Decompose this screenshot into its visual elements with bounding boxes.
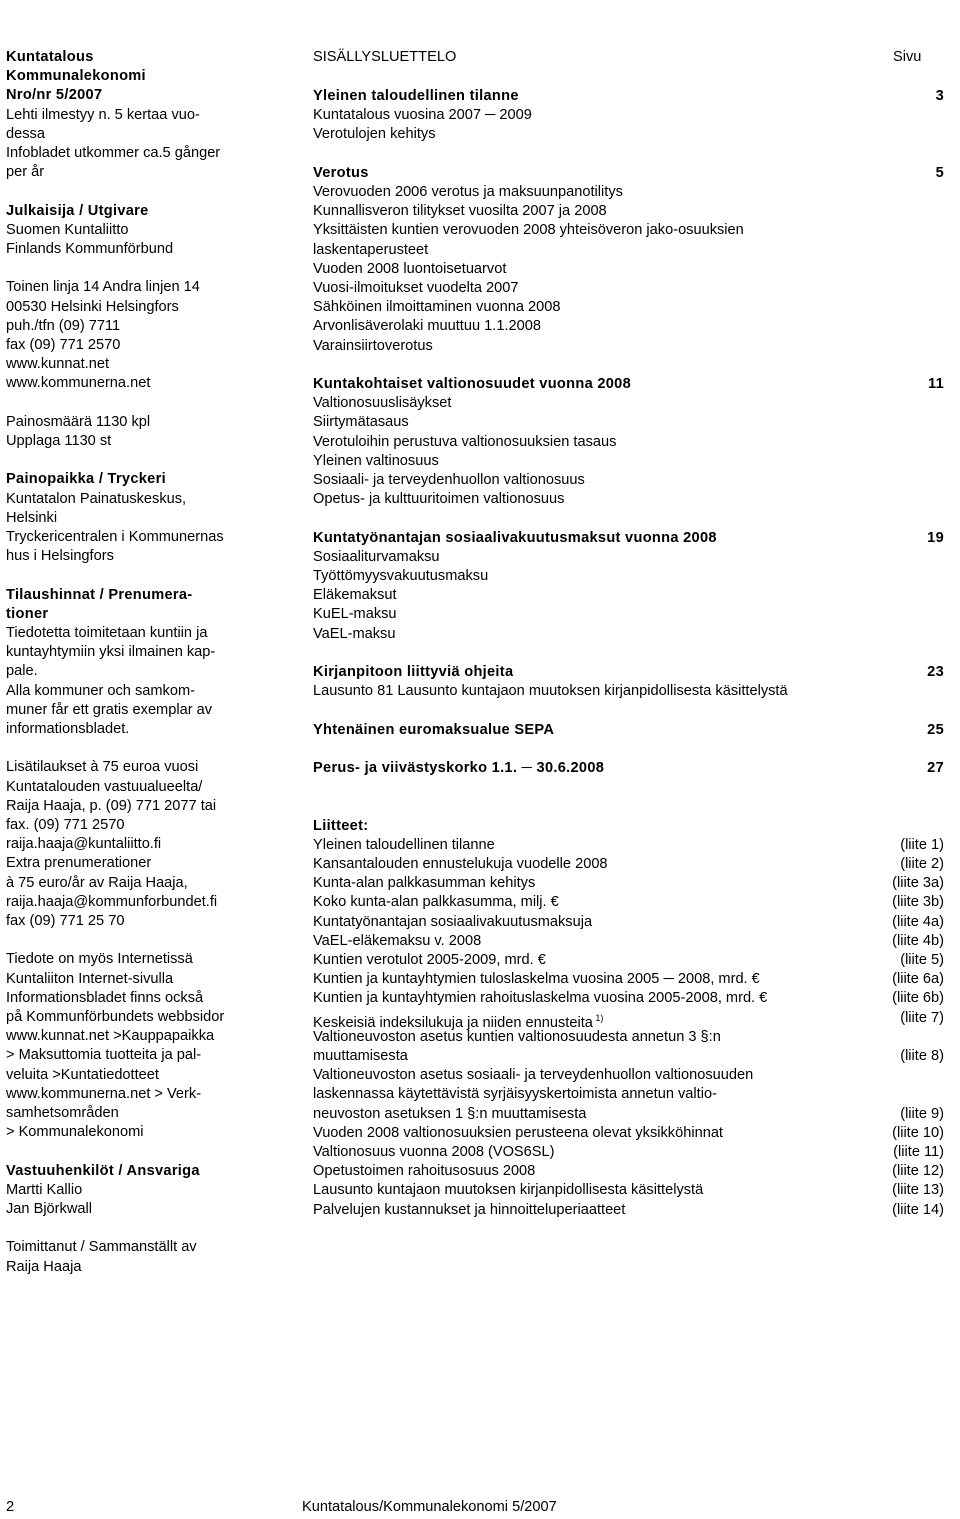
toc-item: KuEL-maksu xyxy=(313,606,397,623)
publisher-heading: Julkaisija / Utgivare xyxy=(6,202,149,219)
orders-line: fax. (09) 771 2570 xyxy=(6,817,125,833)
orders-line: muner får ett gratis exemplar av xyxy=(6,701,213,718)
appendix-item: Valtionosuus vuonna 2008 (VOS6SL) xyxy=(313,1144,555,1160)
printer-heading: Painopaikka / Tryckeri xyxy=(6,471,166,488)
toc-item: Kunnallisveron tilitykset vuosilta 2007 ja 2008 xyxy=(313,203,607,220)
contact-line: www.kunnat.net xyxy=(6,356,110,373)
toc-section-page: 11 xyxy=(927,376,944,392)
appendix-item: muuttamisesta xyxy=(313,1048,408,1064)
orders-line: Extra prenumerationer xyxy=(6,855,152,872)
printer-line: Helsinki xyxy=(6,509,58,526)
orders-line: > Maksuttomia tuotteita ja pal- xyxy=(6,1047,202,1064)
appendix-item: Kuntien ja kuntayhtymien rahoituslaskelma vuosina 2005-2008, mrd. € xyxy=(313,990,768,1007)
toc-section-title: Kuntatyönantajan sosiaalivakuutusmaksut vuonna 2008 xyxy=(313,529,717,546)
toc-section-title: Kuntakohtaiset valtionosuudet vuonna 2008 xyxy=(313,376,632,392)
orders-line: Tiedote on myös Internetissä xyxy=(6,951,193,968)
toc-section-page: 19 xyxy=(927,529,944,546)
toc-item: Siirtymätasaus xyxy=(313,414,409,431)
appendix-ref: (liite 5) xyxy=(900,952,944,968)
appendix-item: Lausunto kuntajaon muutoksen kirjanpidollisesta käsittelystä xyxy=(313,1182,704,1199)
print-run: Painosmäärä 1130 kpl xyxy=(6,413,151,430)
publication-name-sv: Kommunalekonomi xyxy=(6,68,146,85)
printer-line: hus i Helsingfors xyxy=(6,548,114,565)
printer-line: Tryckericentralen i Kommunernas xyxy=(6,529,224,545)
orders-line: veluita >Kuntatiedotteet xyxy=(6,1066,159,1083)
responsible-name: Martti Kallio xyxy=(6,1181,83,1198)
appendix-ref: (liite 9) xyxy=(900,1105,944,1122)
toc-item: Kuntatalous vuosina 2007 ─ 2009 xyxy=(313,107,532,124)
toc-title: SISÄLLYSLUETTELO xyxy=(313,49,457,65)
orders-heading: Tilaushinnat / Prenumera- xyxy=(6,586,193,603)
appendix-item: Palvelujen kustannukset ja hinnoitteluperiaatteet xyxy=(313,1201,626,1218)
toc-item: Varainsiirtoverotus xyxy=(313,337,433,354)
appendix-item: Koko kunta-alan palkkasumma, milj. € xyxy=(313,894,559,911)
toc-item: Arvonlisäverolaki muuttuu 1.1.2008 xyxy=(313,318,541,335)
toc-item: Verotuloihin perustuva valtionosuuksien tasaus xyxy=(313,433,617,450)
frequency-sv: per år xyxy=(6,164,45,181)
appendix-item: Vuoden 2008 valtionosuuksien perusteena olevat yksikköhinnat xyxy=(313,1124,723,1141)
appendix-heading: Liitteet: xyxy=(313,817,369,834)
appendix-item: neuvoston asetuksen 1 §:n muuttamisesta xyxy=(313,1105,587,1122)
appendix-item: Kansantalouden ennustelukuja vuodelle 2008 xyxy=(313,856,608,872)
appendix-item: Keskeisiä indeksilukuja ja niiden ennusteita $^{1)}$ xyxy=(313,1012,604,1031)
orders-line: Lisätilaukset à 75 euroa vuosi xyxy=(6,759,199,776)
appendix-ref: (liite 3a) xyxy=(892,875,944,892)
footnote-marker: 1) xyxy=(592,1012,604,1023)
footer-page-number: 2 xyxy=(6,1499,15,1515)
orders-line: à 75 euro/år av Raija Haaja, xyxy=(6,874,188,891)
appendix-ref: (liite 8) xyxy=(900,1048,944,1064)
toc-section-page: 3 xyxy=(935,88,944,104)
appendix-item: laskennassa käytettävistä syrjäisyyskertoimista annetun valtio- xyxy=(313,1086,717,1103)
toc-section-title: Perus- ja viivästyskorko 1.1. ─ 30.6.2008 xyxy=(313,760,605,776)
appendix-item: VaEL-eläkemaksu v. 2008 xyxy=(313,932,482,949)
toc-item: Verovuoden 2006 verotus ja maksuunpanotilitys xyxy=(313,184,623,200)
orders-line: raija.haaja@kommunforbundet.fi xyxy=(6,893,218,910)
appendix-ref: (liite 7) xyxy=(900,1009,944,1026)
contact-line: 00530 Helsinki Helsingfors xyxy=(6,298,179,315)
appendix-ref: (liite 10) xyxy=(892,1124,944,1141)
toc-item: Vuosi-ilmoitukset vuodelta 2007 xyxy=(313,280,519,296)
toc-item: Yksittäisten kuntien verovuoden 2008 yhteisöveron jako-osuuksien xyxy=(313,222,744,239)
toc-section-page: 23 xyxy=(927,664,944,680)
issue-number: Nro/nr 5/2007 xyxy=(6,87,103,104)
toc-item: Sosiaali- ja terveydenhuollon valtionosuus xyxy=(313,472,585,488)
toc-item: Työttömyysvakuutusmaksu xyxy=(313,568,489,584)
toc-section-title: Yleinen taloudellinen tilanne xyxy=(313,88,519,104)
orders-line: Raija Haaja, p. (09) 771 2077 tai xyxy=(6,797,217,814)
appendix-item: Kuntien ja kuntayhtymien tuloslaskelma vuosina 2005 ─ 2008, mrd. € xyxy=(313,971,760,988)
publication-name: Kuntatalous xyxy=(6,49,94,65)
appendix-ref: (liite 3b) xyxy=(892,894,944,911)
orders-line: fax (09) 771 25 70 xyxy=(6,913,125,929)
orders-heading: tioner xyxy=(6,605,49,622)
orders-line: Informationsbladet finns också xyxy=(6,989,204,1006)
toc-item: VaEL-maksu xyxy=(313,625,396,642)
orders-line: www.kunnat.net >Kauppapaikka xyxy=(6,1028,215,1045)
orders-line: kuntayhtymiin yksi ilmainen kap- xyxy=(6,644,216,661)
publisher-name: Finlands Kommunförbund xyxy=(6,241,174,257)
frequency-fi: Lehti ilmestyy n. 5 kertaa vuo- xyxy=(6,106,200,123)
appendix-item: Yleinen taloudellinen tilanne xyxy=(313,836,495,853)
appendix-ref: (liite 4a) xyxy=(892,913,944,930)
orders-line: samhetsområden xyxy=(6,1105,119,1121)
contact-line: www.kommunerna.net xyxy=(6,375,151,392)
printer-line: Kuntatalon Painatuskeskus, xyxy=(6,490,187,507)
toc-page-label: Sivu xyxy=(893,49,922,65)
appendix-item: Kunta-alan palkkasumman kehitys xyxy=(313,875,536,892)
toc-section-page: 25 xyxy=(927,721,944,738)
orders-line: Tiedotetta toimitetaan kuntiin ja xyxy=(6,625,208,641)
toc-section-title: Yhtenäinen euromaksualue SEPA xyxy=(313,721,555,738)
appendix-ref: (liite 14) xyxy=(892,1201,944,1218)
orders-line: raija.haaja@kuntaliitto.fi xyxy=(6,836,162,853)
toc-section-title: Verotus xyxy=(313,164,369,181)
responsible-heading: Vastuuhenkilöt / Ansvariga xyxy=(6,1162,200,1179)
appendix-ref: (liite 12) xyxy=(892,1163,944,1180)
toc-section-page: 27 xyxy=(927,760,944,776)
toc-item: Sähköinen ilmoittaminen vuonna 2008 xyxy=(313,299,561,316)
toc-item: Opetus- ja kulttuuritoimen valtionosuus xyxy=(313,491,565,508)
toc-item: Valtionosuuslisäykset xyxy=(313,395,452,412)
orders-line: pale. xyxy=(6,663,38,680)
appendix-item: Valtioneuvoston asetus sosiaali- ja terveydenhuollon valtionosuuden xyxy=(313,1067,754,1084)
toc-item: Sosiaaliturvamaksu xyxy=(313,548,440,565)
appendix-item: Kuntien verotulot 2005-2009, mrd. € xyxy=(313,952,546,968)
orders-line: på Kommunförbundets webbsidor xyxy=(6,1009,225,1025)
orders-line: informationsbladet. xyxy=(6,721,130,737)
orders-line: Kuntatalouden vastuualueelta/ xyxy=(6,778,203,795)
appendix-ref: (liite 4b) xyxy=(892,932,944,949)
appendix-ref: (liite 2) xyxy=(900,856,944,872)
contact-line: fax (09) 771 2570 xyxy=(6,337,121,353)
appendix-ref: (liite 6a) xyxy=(892,971,944,988)
toc-item: Verotulojen kehitys xyxy=(313,126,436,143)
editor-line: Raija Haaja xyxy=(6,1258,82,1275)
responsible-name: Jan Björkwall xyxy=(6,1201,92,1217)
contact-line: puh./tfn (09) 7711 xyxy=(6,317,121,334)
appendix-item: Valtioneuvoston asetus kuntien valtionosuudesta annetun 3 §:n xyxy=(313,1028,721,1045)
appendix-ref: (liite 13) xyxy=(892,1182,944,1199)
toc-item: Eläkemaksut xyxy=(313,587,397,604)
orders-line: > Kommunalekonomi xyxy=(6,1124,144,1141)
toc-section-title: Kirjanpitoon liittyviä ohjeita xyxy=(313,664,514,680)
frequency-sv: Infobladet utkommer ca.5 gånger xyxy=(6,145,221,161)
frequency-fi: dessa xyxy=(6,125,45,142)
print-run: Upplaga 1130 st xyxy=(6,433,112,449)
publisher-name: Suomen Kuntaliitto xyxy=(6,221,129,238)
toc-item: Lausunto 81 Lausunto kuntajaon muutoksen kirjanpidollisesta käsittelystä xyxy=(313,683,788,700)
contact-line: Toinen linja 14 Andra linjen 14 xyxy=(6,279,200,296)
toc-section-page: 5 xyxy=(935,164,944,181)
orders-line: Kuntaliiton Internet-sivulla xyxy=(6,970,174,987)
appendix-ref: (liite 6b) xyxy=(892,990,944,1007)
toc-item: laskentaperusteet xyxy=(313,241,429,258)
footer-title: Kuntatalous/Kommunalekonomi 5/2007 xyxy=(302,1499,557,1515)
editor-line: Toimittanut / Sammanställt av xyxy=(6,1239,197,1256)
appendix-item: Kuntatyönantajan sosiaalivakuutusmaksuja xyxy=(313,913,593,930)
orders-line: Alla kommuner och samkom- xyxy=(6,682,195,699)
toc-item: Yleinen valtinosuus xyxy=(313,452,439,469)
appendix-ref: (liite 11) xyxy=(893,1144,944,1160)
appendix-item: Opetustoimen rahoitusosuus 2008 xyxy=(313,1163,536,1180)
toc-item: Vuoden 2008 luontoisetuarvot xyxy=(313,260,507,277)
orders-line: www.kommunerna.net > Verk- xyxy=(6,1085,202,1102)
appendix-ref: (liite 1) xyxy=(900,836,944,853)
